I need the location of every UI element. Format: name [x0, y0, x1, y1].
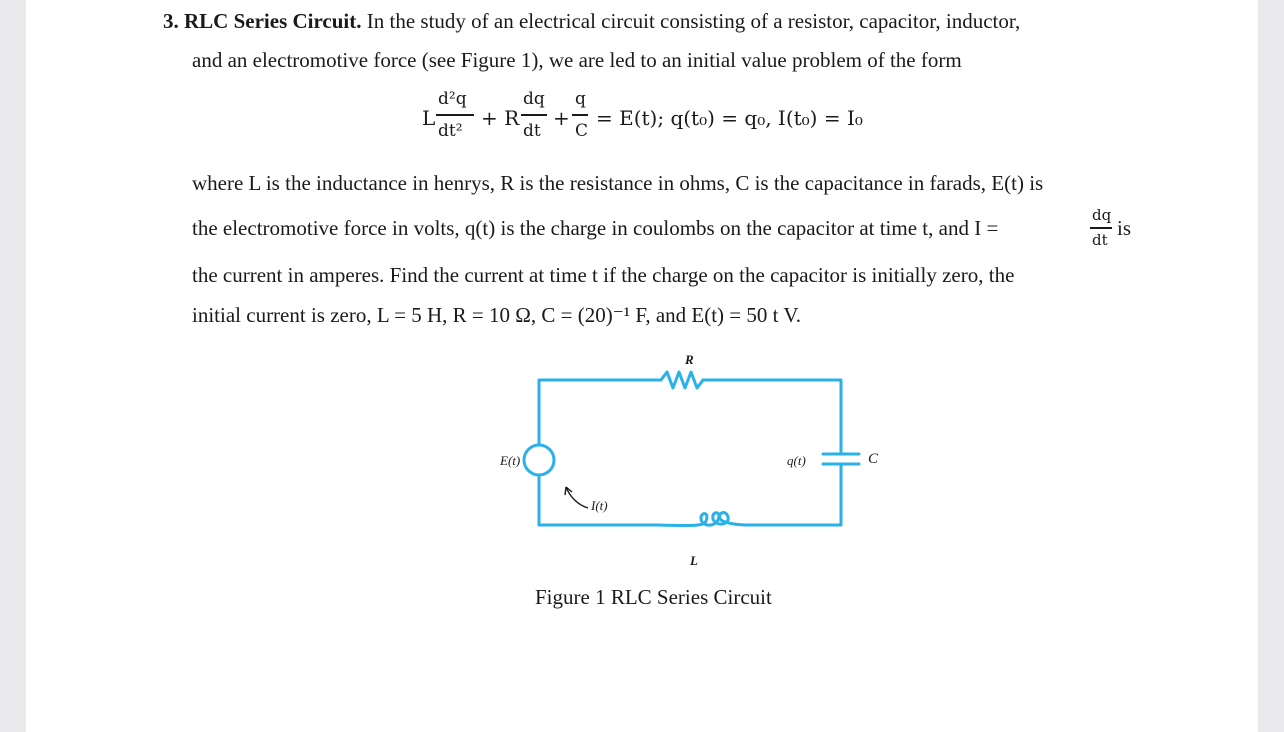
problem-title: RLC Series Circuit. — [184, 9, 362, 33]
problem-intro-2: and an electromotive force (see Figure 1), we are led to an initial value problem of the form — [192, 48, 962, 72]
eq-frac-line-1 — [436, 114, 474, 116]
eq-q: q — [575, 89, 586, 109]
eq-L: L — [422, 106, 436, 130]
para-line-1: where L is the inductance in henrys, R is the resistance in ohms, C is the capacitance in farads, E(t) is — [192, 171, 1044, 195]
inline-frac-den: dt — [1092, 231, 1108, 249]
eq-dt2: dt² — [438, 121, 463, 141]
problem-intro-1: In the study of an electrical circuit consisting of a resistor, capacitor, inductor, — [366, 9, 1021, 33]
eq-d2q: d²q — [438, 89, 467, 109]
para-line-2: the electromotive force in volts, q(t) is the charge in coulombs on the capacitor at time t, and I = — [192, 216, 999, 240]
circuit-wires — [524, 372, 859, 526]
label-L: L — [690, 553, 698, 568]
eq-frac-line-2 — [521, 114, 547, 116]
label-R: R — [685, 352, 694, 367]
eq-plus: + — [553, 106, 570, 130]
label-C: C — [868, 451, 879, 467]
wire-top-right — [703, 380, 841, 454]
figure-caption: Figure 1 RLC Series Circuit — [535, 585, 772, 609]
para-line-2-end: is — [1117, 216, 1132, 240]
eq-C: C — [575, 121, 589, 141]
label-E: E(t) — [500, 453, 521, 468]
wire-top-left — [539, 380, 661, 445]
current-arrow — [565, 487, 588, 508]
inductor-coil — [658, 513, 746, 526]
para-line-3: the current in amperes. Find the current at time t if the charge on the capacitor is initially zero, the — [192, 263, 1015, 287]
label-q: q(t) — [787, 453, 806, 468]
eq-rhs: = E(t); q(t₀) = q₀, I(t₀) = I₀ — [596, 106, 863, 130]
problem-heading-line — [163, 8, 1020, 34]
voltage-source-circle — [524, 445, 554, 475]
eq-dt: dt — [523, 121, 541, 141]
eq-frac-line-3 — [572, 114, 588, 116]
problem-number: 3. — [163, 9, 179, 33]
resistor-zigzag — [661, 372, 703, 388]
eq-dq: dq — [523, 89, 545, 109]
inline-frac-num: dq — [1092, 206, 1112, 224]
rlc-circuit-diagram — [426, 345, 886, 580]
inline-frac-line — [1090, 227, 1112, 229]
document-page — [26, 0, 1258, 732]
para-line-4: initial current is zero, L = 5 H, R = 10 Ω, C = (20)⁻¹ F, and E(t) = 50 t V. — [192, 303, 802, 327]
wire-right-bottom — [746, 464, 841, 525]
label-I: I(t) — [591, 498, 608, 513]
eq-plus-R: + R — [481, 106, 520, 130]
